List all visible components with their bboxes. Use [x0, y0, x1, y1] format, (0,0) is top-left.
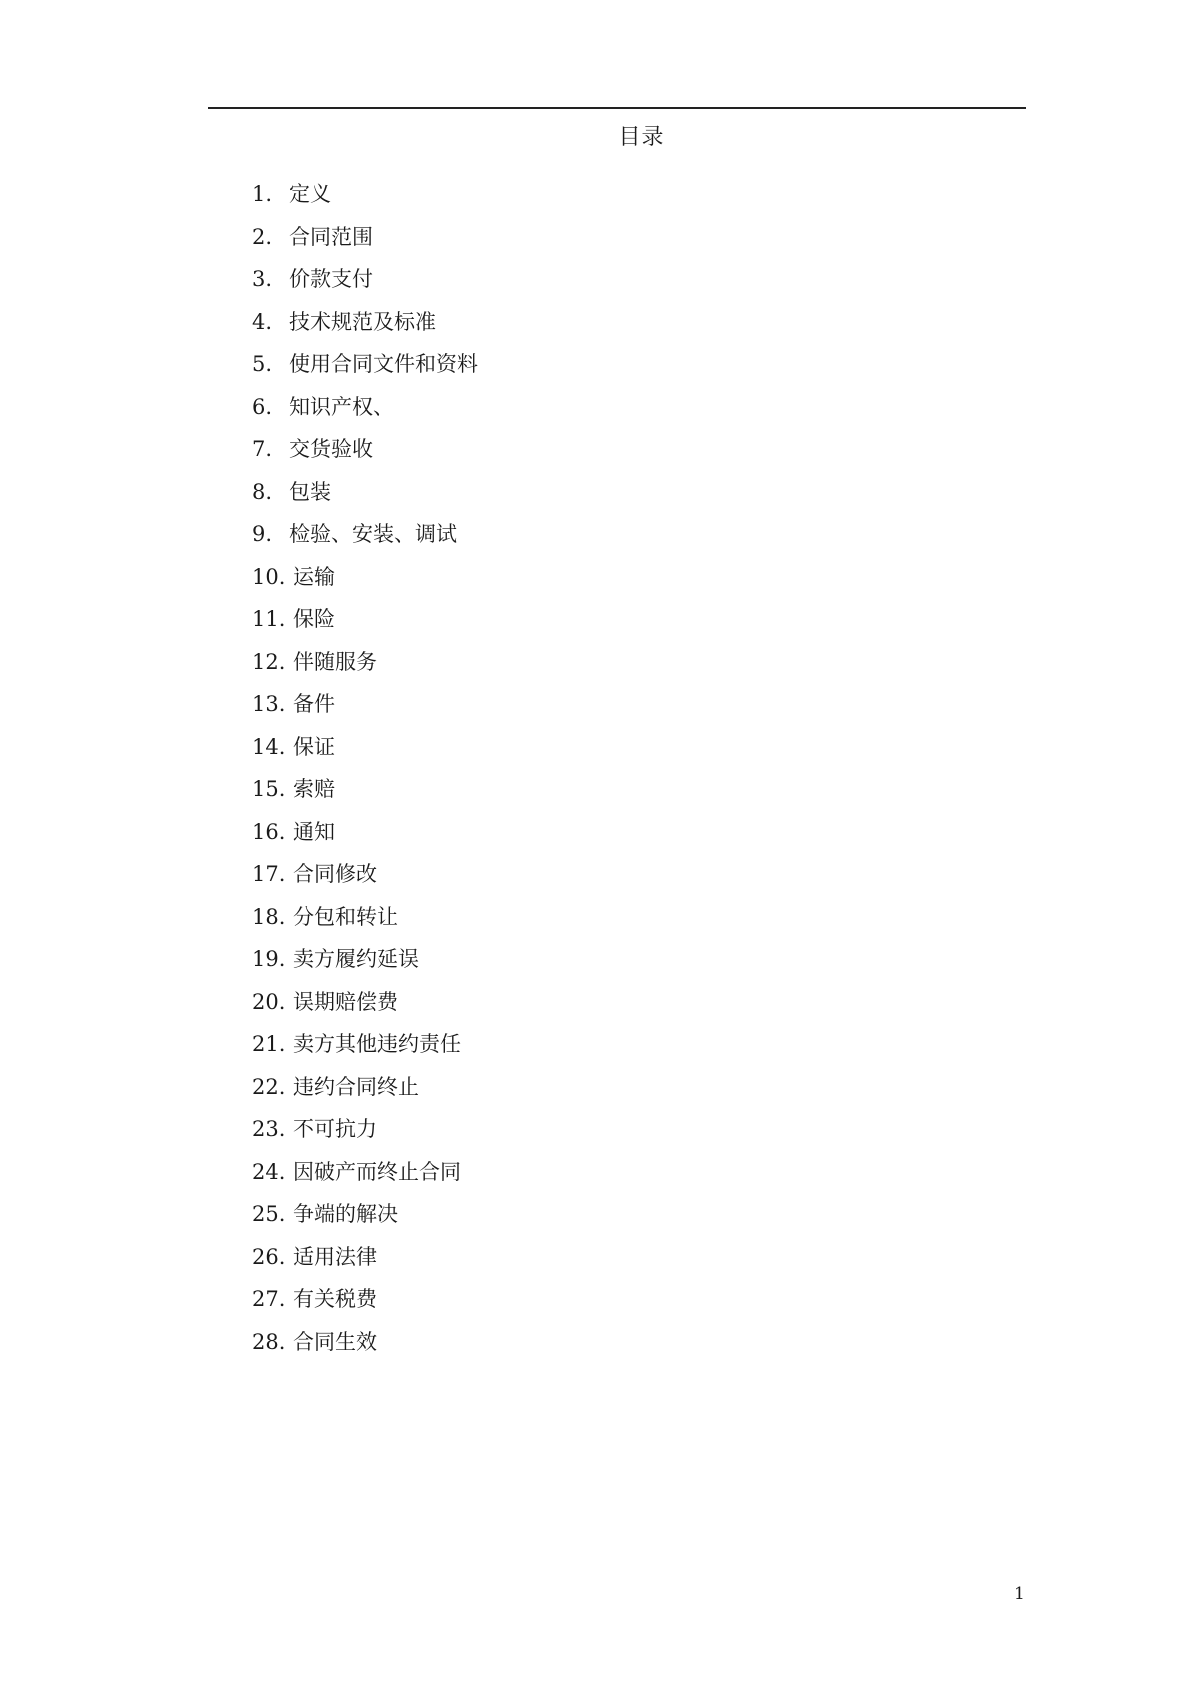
toc-item-label: 伴随服务	[293, 649, 377, 674]
toc-item	[252, 221, 478, 264]
toc-item-number: 27.	[252, 1287, 286, 1311]
toc-item-number: 14.	[252, 734, 286, 759]
toc-item-label: 索赔	[293, 777, 335, 801]
toc-item-number: 10.	[252, 564, 286, 589]
toc-item-number: 23.	[252, 1117, 286, 1141]
toc-item-label: 适用法律	[293, 1244, 377, 1269]
toc-item-label: 包装	[289, 479, 331, 504]
toc-item-number: 4.	[252, 309, 273, 334]
toc-item-label: 运输	[293, 564, 335, 589]
toc-item	[252, 433, 478, 476]
toc-item	[252, 943, 478, 986]
toc-item	[252, 561, 478, 604]
toc-item-number: 26.	[252, 1244, 286, 1269]
toc-item	[252, 263, 478, 306]
toc-item-number: 28.	[252, 1329, 286, 1354]
toc-item-number: 16.	[252, 819, 286, 844]
toc-item-label: 合同修改	[293, 862, 377, 886]
toc-item-label: 交货验收	[289, 437, 373, 461]
toc-item	[252, 901, 478, 944]
toc-item	[252, 348, 478, 391]
toc-item-number: 7.	[252, 437, 273, 461]
toc-item-label: 争端的解决	[293, 1202, 398, 1226]
toc-item	[252, 518, 478, 561]
toc-item-number: 20.	[252, 989, 286, 1014]
toc-item-label: 卖方履约延误	[293, 947, 419, 971]
toc-item	[252, 731, 478, 774]
toc-item	[252, 476, 478, 519]
toc-item	[252, 816, 478, 859]
toc-item-label: 保险	[293, 607, 335, 631]
toc-item	[252, 1156, 478, 1199]
toc-item	[252, 646, 478, 689]
toc-item	[252, 688, 478, 731]
toc-item-label: 价款支付	[289, 267, 373, 291]
toc-item-number: 25.	[252, 1202, 286, 1226]
toc-item-number: 24.	[252, 1159, 286, 1184]
toc-item-number: 21.	[252, 1032, 286, 1056]
toc-title: 目录	[618, 125, 665, 150]
toc-item-label: 定义	[289, 182, 331, 206]
header-rule	[208, 107, 1026, 109]
toc-item-label: 分包和转让	[293, 904, 398, 929]
toc-item	[252, 858, 478, 901]
toc-item-number: 22.	[252, 1074, 286, 1099]
toc-item-number: 2.	[252, 224, 273, 249]
toc-item-label: 合同范围	[289, 224, 373, 249]
toc-item-label: 违约合同终止	[293, 1074, 419, 1099]
toc-item-label: 技术规范及标准	[289, 309, 436, 334]
toc-item-number: 6.	[252, 394, 273, 419]
toc-item	[252, 1326, 478, 1369]
table-of-contents	[252, 178, 478, 1368]
toc-item-number: 12.	[252, 649, 286, 674]
toc-item	[252, 391, 478, 434]
toc-item-label: 检验、安装、调试	[289, 522, 457, 546]
toc-item-number: 5.	[252, 352, 273, 376]
toc-item	[252, 603, 478, 646]
toc-item	[252, 1028, 478, 1071]
toc-item-number: 11.	[252, 607, 286, 631]
toc-item	[252, 1113, 478, 1156]
toc-item-number: 1.	[252, 182, 273, 206]
toc-item-number: 9.	[252, 522, 273, 546]
toc-item-label: 误期赔偿费	[293, 989, 398, 1014]
toc-item-number: 3.	[252, 267, 273, 291]
toc-item-label: 因破产而终止合同	[293, 1159, 461, 1184]
toc-item-number: 13.	[252, 692, 286, 716]
toc-item-number: 15.	[252, 777, 286, 801]
toc-item-number: 18.	[252, 904, 286, 929]
toc-item-label: 合同生效	[293, 1329, 377, 1354]
toc-item-label: 备件	[293, 692, 335, 716]
toc-item-label: 不可抗力	[293, 1117, 377, 1141]
toc-item	[252, 306, 478, 349]
toc-item-label: 卖方其他违约责任	[293, 1032, 461, 1056]
toc-item	[252, 178, 478, 221]
toc-item-number: 8.	[252, 479, 273, 504]
toc-item-number: 19.	[252, 947, 286, 971]
toc-item	[252, 773, 478, 816]
toc-item	[252, 1198, 478, 1241]
toc-item-label: 使用合同文件和资料	[289, 352, 478, 376]
toc-item-label: 知识产权、	[289, 394, 394, 419]
page-number: 1	[1014, 1584, 1025, 1604]
toc-item-number: 17.	[252, 862, 286, 886]
toc-item	[252, 986, 478, 1029]
toc-item	[252, 1071, 478, 1114]
toc-item-label: 保证	[293, 734, 335, 759]
toc-item-label: 通知	[293, 819, 335, 844]
toc-item	[252, 1241, 478, 1284]
toc-item-label: 有关税费	[293, 1287, 377, 1311]
toc-item	[252, 1283, 478, 1326]
